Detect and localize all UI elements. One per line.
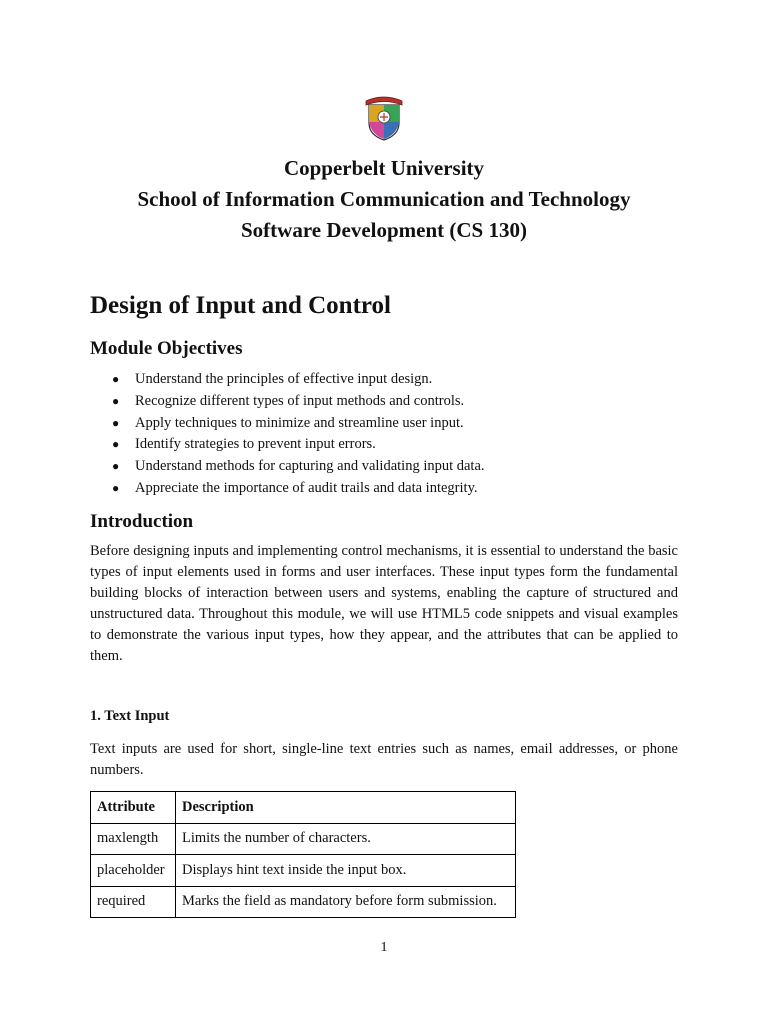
table-cell: Displays hint text inside the input box.	[176, 855, 516, 887]
page-number: 1	[380, 940, 388, 955]
list-item: ● Understand methods for capturing and validating input data.	[90, 456, 485, 478]
introduction-paragraph: Before designing inputs and implementing control mechanisms, it is essential to understand the basic types of input elements used in forms and user interfaces. These input types form the fundamental building blocks of interaction between users and systems, enabling the capture of structured and unstructured data. Throughout this module, we will use HTML5 code snippets and visual examples to demonstrate the various input types, how they appear, and the attributes that can be applied to them.	[90, 543, 678, 664]
bullet-icon: ●	[112, 393, 120, 408]
table-cell: Limits the number of characters.	[176, 823, 516, 855]
bullet-icon: ●	[112, 415, 120, 430]
list-item: ● Appreciate the importance of audit trails and data integrity.	[90, 478, 485, 500]
table-header-row	[91, 792, 516, 824]
table-row	[91, 855, 516, 887]
table-cell: placeholder	[91, 855, 176, 887]
table-cell: maxlength	[91, 823, 176, 855]
table-cell: required	[91, 886, 176, 918]
introduction-heading: Introduction	[90, 511, 194, 532]
attributes-table	[90, 791, 516, 918]
bullet-icon: ●	[112, 372, 120, 386]
table-row	[91, 886, 516, 918]
table-header-cell: Attribute	[91, 792, 176, 824]
university-name: Copperbelt University	[283, 156, 485, 180]
list-item: ● Recognize different types of input methods and controls.	[90, 391, 485, 413]
bullet-icon: ●	[112, 437, 120, 452]
table-row	[91, 823, 516, 855]
bullet-icon: ●	[112, 459, 120, 474]
bullet-icon: ●	[112, 480, 120, 495]
table-header-cell: Description	[176, 792, 516, 824]
objectives-list	[90, 369, 485, 500]
document-title: Design of Input and Control	[90, 292, 392, 319]
list-item: ● Apply techniques to minimize and streamline user input.	[90, 413, 485, 435]
text-input-paragraph: Text inputs are used for short, single-line text entries such as names, email addresses, or phone numbers.	[90, 741, 678, 778]
list-item: ● Identify strategies to prevent input errors.	[90, 434, 485, 456]
objectives-heading: Module Objectives	[90, 338, 243, 359]
list-item: ● Understand the principles of effective input design.	[90, 369, 485, 391]
table-cell: Marks the field as mandatory before form submission.	[176, 886, 516, 918]
text-input-heading: 1. Text Input	[90, 708, 170, 724]
course-name: Software Development (CS 130)	[241, 218, 527, 242]
school-name: School of Information Communication and Technology	[137, 187, 631, 211]
university-crest-logo	[364, 93, 404, 141]
